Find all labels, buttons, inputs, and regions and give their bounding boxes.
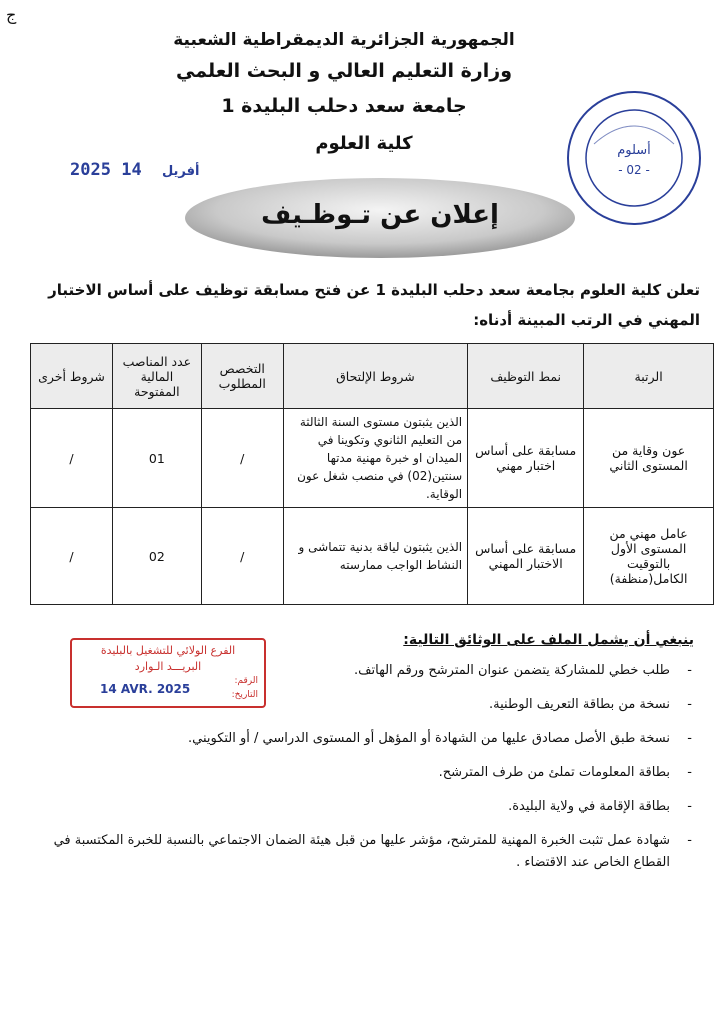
cell-other: / bbox=[31, 409, 113, 508]
header-ministry: وزارة التعليم العالي و البحث العلمي bbox=[176, 60, 512, 82]
announcement-title: إعلان عن تـوظـيف bbox=[261, 200, 499, 230]
seal-center-text: أسلوم bbox=[617, 143, 651, 158]
intro-paragraph: تعلن كلية العلوم بجامعة سعد دحلب البليدة 1 عن فتح مسابقة توظيف على أساس الاختبار المهني في الرتب المبينة أدناه: bbox=[48, 281, 700, 329]
col-conditions: شروط الإلتحاق bbox=[283, 344, 467, 409]
cell-count: 02 bbox=[112, 508, 201, 605]
col-specialty: التخصص المطلوب bbox=[201, 344, 283, 409]
header-republic: الجمهورية الجزائرية الديمقراطية الشعبية bbox=[173, 30, 515, 50]
stamp-incoming-mail: البريـــد الـوارد bbox=[134, 660, 202, 673]
cell-specialty: / bbox=[201, 409, 283, 508]
list-item: - نسخة طبق الأصل مصادق عليها من الشهادة أو المؤهل أو المستوى الدراسي / أو التكويني. bbox=[36, 728, 696, 750]
seal-number: - 02 - bbox=[618, 163, 650, 177]
documents-list bbox=[36, 660, 696, 886]
date-month: أفريل bbox=[161, 164, 200, 179]
cell-other: / bbox=[31, 508, 113, 605]
header-faculty: كلية العلوم bbox=[315, 133, 413, 154]
corner-handwritten-mark: ج bbox=[6, 5, 17, 24]
col-other-conditions: شروط أخرى bbox=[31, 344, 113, 409]
date-day: 14 bbox=[121, 160, 142, 180]
cell-mode: مسابقة على أساس اختبار مهني bbox=[468, 409, 584, 508]
circular-seal bbox=[564, 88, 704, 228]
col-grade: الرتبة bbox=[584, 344, 714, 409]
cell-mode: مسابقة على أساس الاختبار المهني bbox=[468, 508, 584, 605]
table-row bbox=[31, 508, 714, 605]
cell-count: 01 bbox=[112, 409, 201, 508]
cell-grade: عون وقاية من المستوى الثاني bbox=[584, 409, 714, 508]
cell-conditions: الذين يثبتون مستوى السنة الثالثة من التعليم الثانوي وتكوينا في الميدان او خبرة مهنية مدتها سنتين(02) في منصب شغل عون الوقاية. bbox=[283, 409, 467, 508]
cell-specialty: / bbox=[201, 508, 283, 605]
list-item: - بطاقة الإقامة في ولاية البليدة. bbox=[36, 796, 696, 818]
list-item: - نسخة من بطاقة التعريف الوطنية. bbox=[36, 694, 696, 716]
cell-conditions: الذين يثبتون لياقة بدنية تتماشى و النشاط الواجب ممارسته bbox=[283, 508, 467, 605]
list-item: - بطاقة المعلومات تملئ من طرف المترشح. bbox=[36, 762, 696, 784]
list-item: - طلب خطي للمشاركة يتضمن عنوان المترشح ورقم الهاتف. bbox=[36, 660, 696, 682]
stamp-date-value: 14 AVR. 2025 bbox=[100, 682, 191, 696]
stamp-office: الفرع الولائي للتشغيل بالبليدة bbox=[100, 644, 236, 657]
table-row bbox=[31, 409, 714, 508]
stamp-date-label: التاريخ: bbox=[231, 690, 258, 700]
documents-heading: ينبغي أن يشمل الملف على الوثائق التالية: bbox=[403, 632, 694, 648]
table-header-row bbox=[31, 344, 714, 409]
stamp-ref-label: الرقم: bbox=[234, 676, 258, 686]
col-recruitment-mode: نمط التوظيف bbox=[468, 344, 584, 409]
header-university: جامعة سعد دحلب البليدة 1 bbox=[221, 95, 467, 117]
cell-grade: عامل مهني من المستوى الأول بالتوقيت الكامل(منظفة) bbox=[584, 508, 714, 605]
list-item: - شهادة عمل تثبت الخبرة المهنية للمترشح، مؤشر عليها من قبل هيئة الضمان الاجتماعي بالنسبة للخبرة المكتسبة في القطاع الخاص عند الاقتضاء . bbox=[36, 830, 696, 874]
col-positions-count: عدد المناصب المالية المفتوحة bbox=[112, 344, 201, 409]
date-year: 2025 bbox=[70, 160, 111, 180]
positions-table bbox=[30, 343, 714, 605]
